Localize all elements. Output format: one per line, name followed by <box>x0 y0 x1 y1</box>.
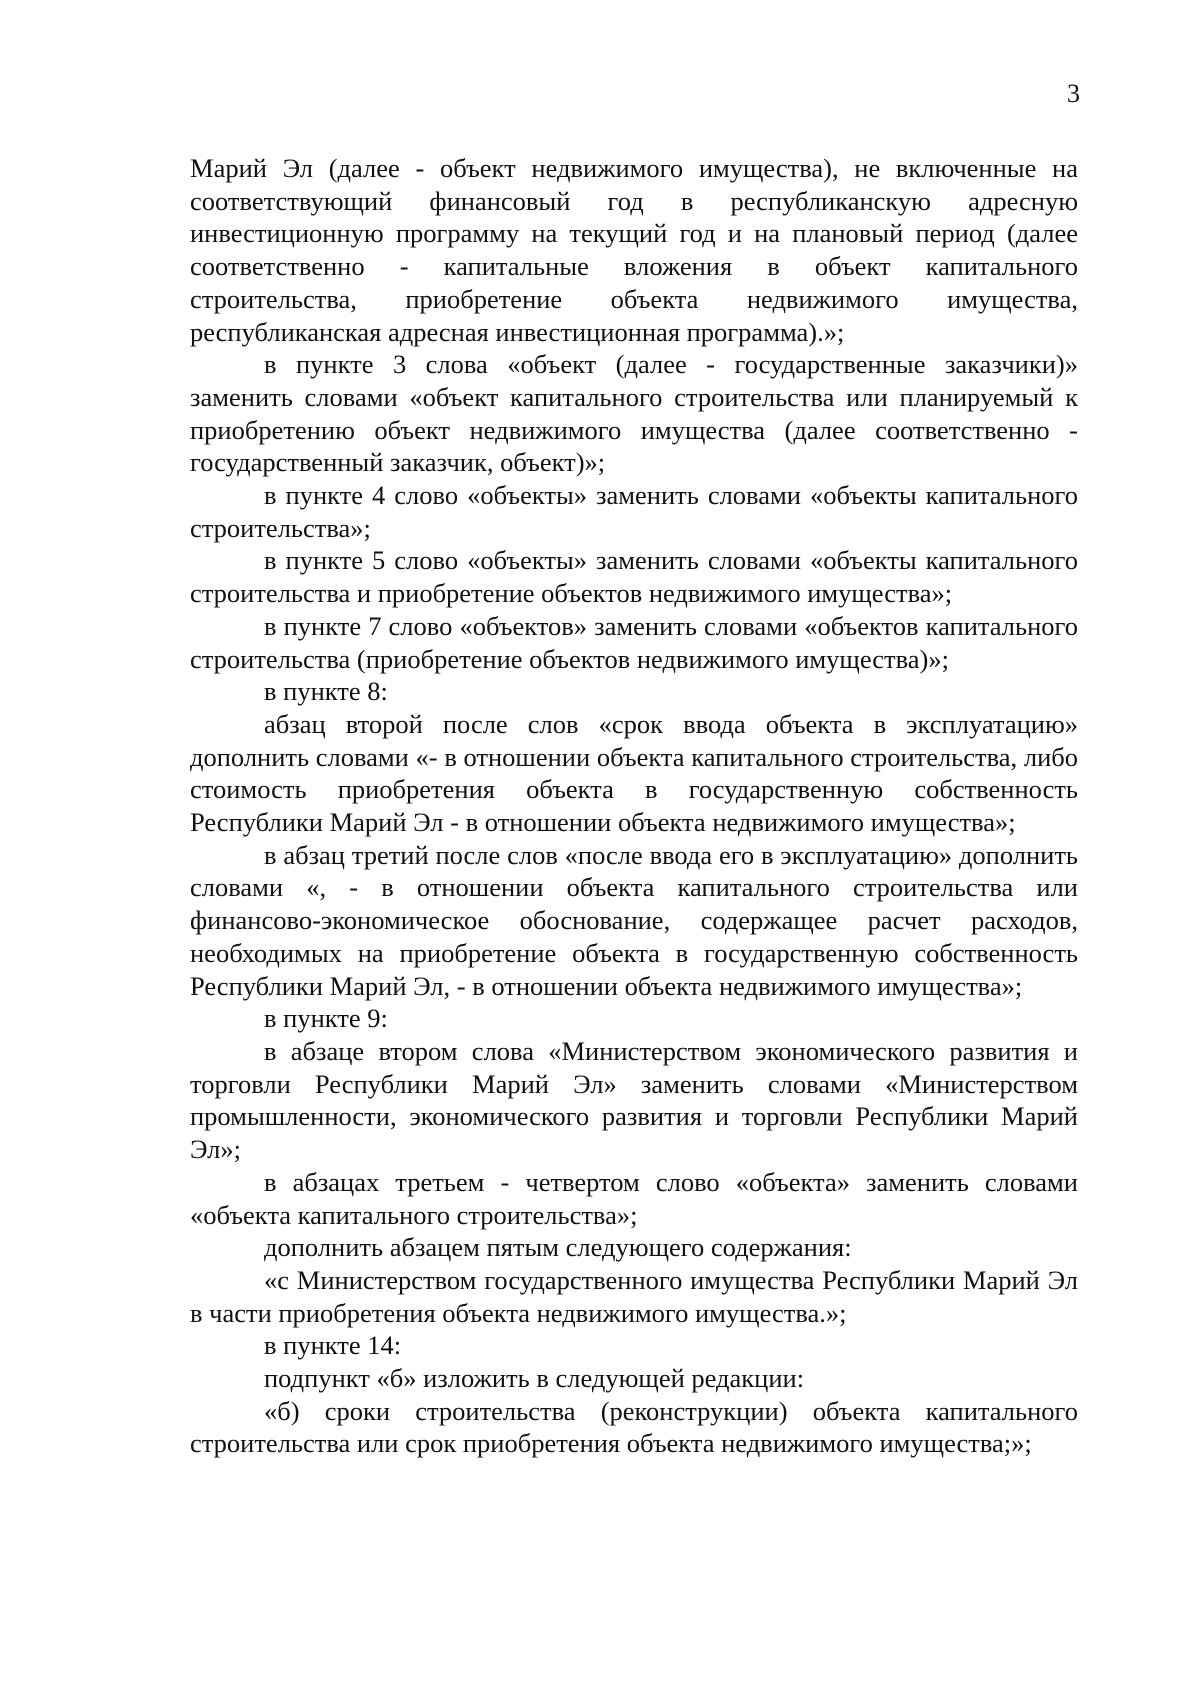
paragraph-point-14-subpoint-b: подпункт «б» изложить в следующей редакции: <box>264 1363 805 1394</box>
paragraph-point-3: в пункте 3 слова «объект (далее - государственные заказчики)» заменить словами «объект капитального строительства или планируемый к приобретению объект недвижимого имущества (далее соответственно - государственный заказчик, объект)»; <box>190 349 1078 478</box>
page-number: 3 <box>1067 79 1080 108</box>
paragraph-continuation: Марий Эл (далее - объект недвижимого имущества), не включенные на соответствующий финансовый год в республиканскую адресную инвестиционную программу на текущий год и на плановый период (далее соответственно - капитальные вложения в объект капитального строительства, приобретение объекта недвижимого имущества, республиканская адресная инвестиционная программа).»; <box>190 153 1078 347</box>
paragraph-point-9-abzac-5-text: «с Министерством государственного имущества Республики Марий Эл в части приобретения объекта недвижимого имущества.»; <box>190 1264 1078 1328</box>
paragraph-point-8-abzac-3: в абзац третий после слов «после ввода его в эксплуатацию» дополнить словами «, - в отношении объекта капитального строительства или финансово-экономическое обоснование, содержащее расчет расходов, необходимых на приобретение объекта в государственную собственность Республики Марий Эл, - в отношении объекта недвижимого имущества»; <box>190 839 1078 1001</box>
document-body <box>190 152 1078 1460</box>
paragraph-point-8-abzac-2: абзац второй после слов «срок ввода объекта в эксплуатацию» дополнить словами «- в отношении объекта капитального строительства, либо стоимость приобретения объекта в государственную собственность Республики Марий Эл - в отношении объекта недвижимого имущества»; <box>190 708 1078 838</box>
paragraph-point-7: в пункте 7 слово «объектов» заменить словами «объектов капитального строительства (приобретение объектов недвижимого имущества)»; <box>190 610 1078 674</box>
paragraph-point-8-heading: в пункте 8: <box>264 676 388 707</box>
paragraph-point-4: в пункте 4 слово «объекты» заменить словами «объекты капитального строительства»; <box>190 480 1078 543</box>
paragraph-point-14-subpoint-b-text: «б) сроки строительства (реконструкции) объекта капитального строительства или срок приобретения объекта недвижимого имущества;»; <box>190 1395 1078 1459</box>
paragraph-point-9-abzac-3-4: в абзацах третьем - четвертом слово «объекта» заменить словами «объекта капитального строительства»; <box>190 1166 1078 1230</box>
paragraph-point-5: в пункте 5 слово «объекты» заменить словами «объекты капитального строительства и приобретение объектов недвижимого имущества»; <box>190 545 1078 609</box>
paragraph-point-9-heading: в пункте 9: <box>264 1003 388 1034</box>
paragraph-point-14-heading: в пункте 14: <box>264 1330 402 1361</box>
paragraph-point-9-abzac-2: в абзаце втором слова «Министерством экономического развития и торговли Республики Марий Эл» заменить словами «Министерством промышленности, экономического развития и торговли Республики Марий Эл»; <box>190 1035 1078 1165</box>
paragraph-point-9-add-abzac-5: дополнить абзацем пятым следующего содержания: <box>264 1232 852 1263</box>
